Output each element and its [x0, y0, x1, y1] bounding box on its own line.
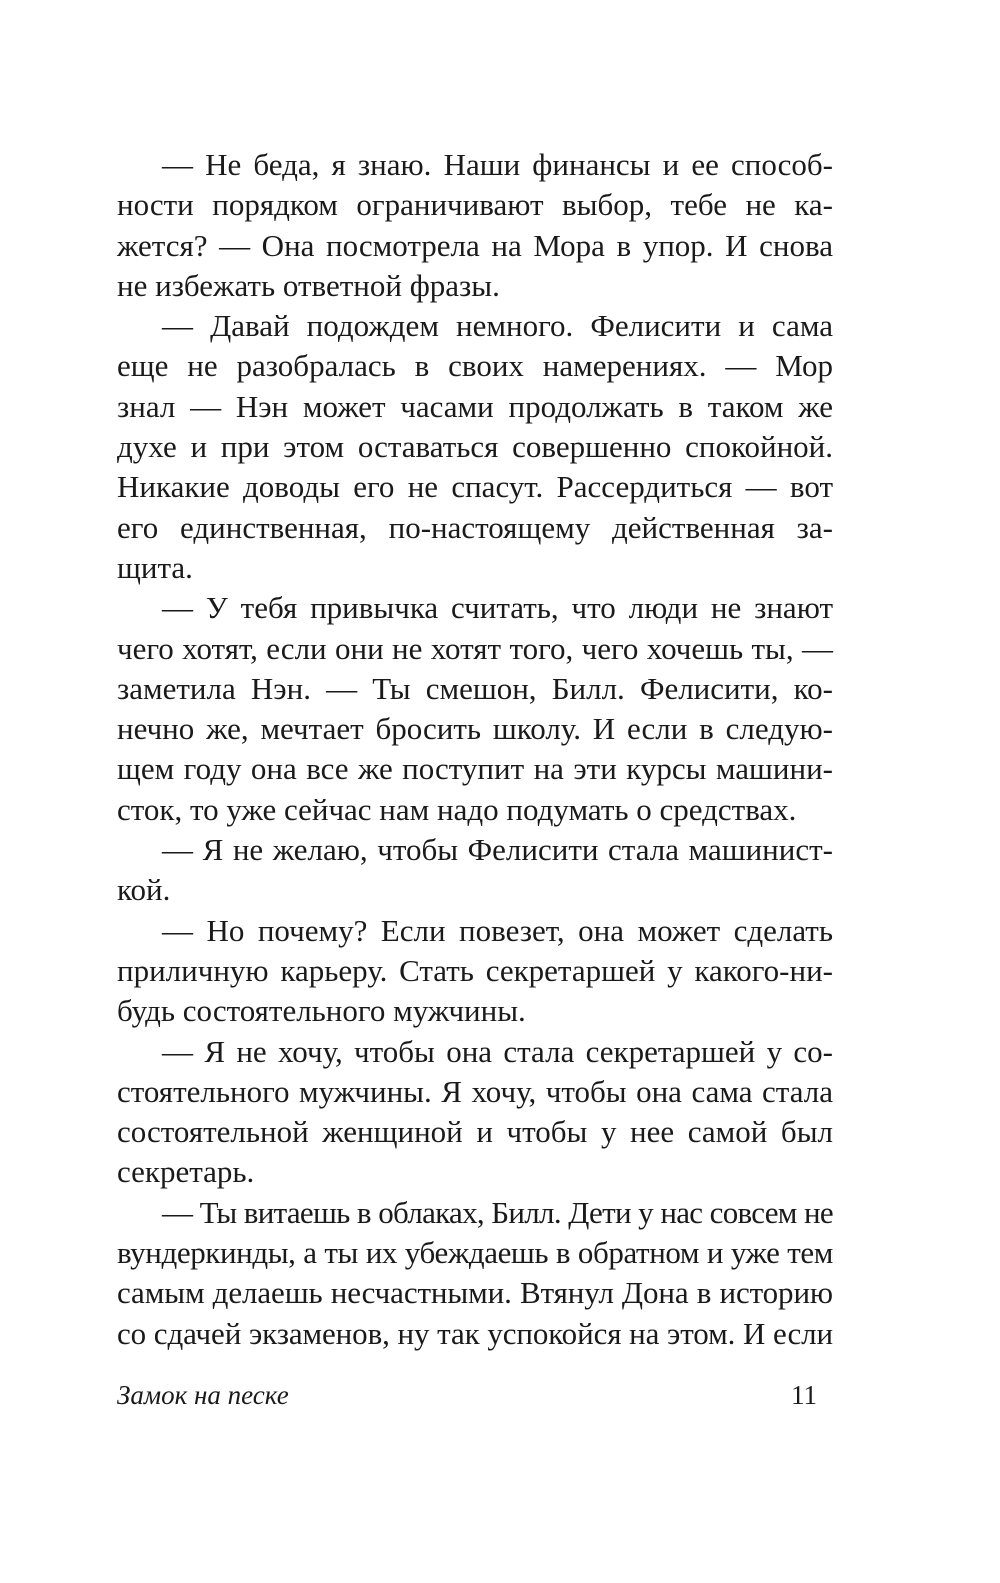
text-line: секретарь. — [117, 1154, 255, 1190]
text-line: кой. — [117, 872, 171, 908]
body-text — [117, 145, 833, 1354]
running-title: Замок на песке — [117, 1380, 289, 1410]
text-line: щита. — [117, 549, 193, 585]
text-line: — Я не желаю, чтобы Фелисити стала машинист- — [162, 832, 833, 868]
text-line: состоятельной женщиной и чтобы у нее самой был — [117, 1114, 833, 1150]
text-line: Никакие доводы его не спасут. Рассердиться — вот — [117, 469, 833, 505]
text-line: — Я не хочу, чтобы она стала секретаршей у со- — [162, 1033, 833, 1069]
paragraph — [117, 145, 833, 306]
text-line: стоятельного мужчины. Я хочу, чтобы она сама стала — [117, 1073, 833, 1109]
text-line: будь состоятельного мужчины. — [117, 993, 526, 1029]
text-line: жется? — Она посмотрела на Мора в упор. И снова — [117, 227, 833, 263]
text-line: — Но почему? Если повезет, она может сделать — [162, 912, 833, 948]
paragraph — [117, 306, 833, 588]
page-footer — [117, 1380, 817, 1420]
paragraph — [117, 1193, 833, 1354]
text-line: знал — Нэн может часами продолжать в таком же — [117, 388, 833, 424]
text-line: сток, то уже сейчас нам надо подумать о средствах. — [117, 791, 797, 827]
paragraph — [117, 911, 833, 1032]
text-line: щем году она все же поступит на эти курсы машини- — [117, 751, 833, 787]
text-line: нечно же, мечтает бросить школу. И если в следую- — [117, 711, 833, 747]
text-line: ности порядком ограничивают выбор, тебе не ка- — [117, 187, 833, 223]
text-line: — Не беда, я знаю. Наши финансы и ее способ- — [162, 147, 833, 182]
text-line: приличную карьеру. Стать секретаршей у какого-ни- — [117, 952, 833, 988]
paragraph — [117, 830, 833, 911]
page-number: 11 — [791, 1380, 817, 1410]
text-line: духе и при этом оставаться совершенно спокойной. — [117, 429, 833, 465]
text-line: еще не разобралась в своих намерениях. — Мор — [117, 348, 833, 384]
paragraph — [117, 1032, 833, 1193]
text-line: — Ты витаешь в облаках, Билл. Дети у нас совсем не — [162, 1194, 833, 1230]
text-line: — У тебя привычка считать, что люди не знают — [162, 590, 833, 626]
text-line: со сдачей экзаменов, ну так успокойся на этом. И если — [117, 1315, 833, 1351]
text-line: не избежать ответной фразы. — [117, 267, 500, 303]
text-line: чего хотят, если они не хотят того, чего хочешь ты, — — [117, 630, 833, 666]
text-line: — Давай подождем немного. Фелисити и сама — [162, 308, 833, 344]
text-line: самым делаешь несчастными. Втянул Дона в историю — [117, 1275, 833, 1311]
text-line: его единственная, по-настоящему действенная за- — [117, 509, 833, 545]
text-line: вундеркинды, а ты их убеждаешь в обратном и уже тем — [117, 1235, 833, 1271]
paragraph — [117, 588, 833, 830]
text-line: заметила Нэн. — Ты смешон, Билл. Фелисити, ко- — [117, 670, 833, 706]
